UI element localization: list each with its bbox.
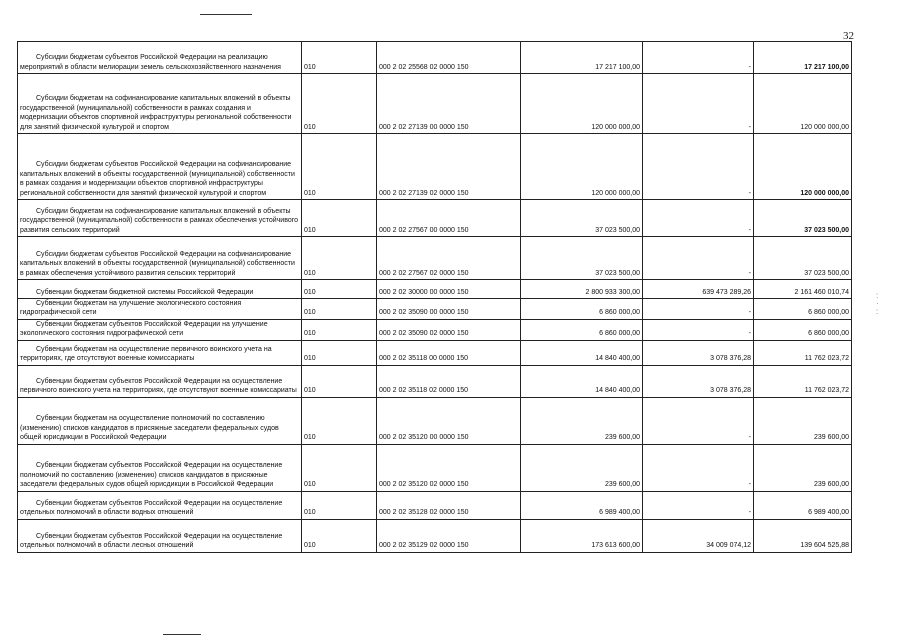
- row-rest-cell: 6 860 000,00: [754, 299, 852, 320]
- row-code-cell: 010: [302, 74, 377, 134]
- row-rest-cell: 37 023 500,00: [754, 237, 852, 280]
- row-executed-cell: -: [643, 444, 754, 491]
- row-plan-cell: 239 600,00: [521, 444, 643, 491]
- row-plan-cell: 239 600,00: [521, 397, 643, 444]
- row-code-cell: 010: [302, 280, 377, 299]
- table-row: [18, 299, 852, 320]
- row-plan-cell: 17 217 100,00: [521, 42, 643, 74]
- table-row: [18, 365, 852, 397]
- table-row: [18, 74, 852, 134]
- row-kbk-cell: 000 2 02 35120 00 0000 150: [377, 397, 521, 444]
- row-kbk-cell: 000 2 02 25568 02 0000 150: [377, 42, 521, 74]
- row-kbk-cell: 000 2 02 27139 02 0000 150: [377, 134, 521, 200]
- bottom-scan-mark: [163, 634, 201, 635]
- row-kbk-cell: 000 2 02 35120 02 0000 150: [377, 444, 521, 491]
- row-rest-cell: 2 161 460 010,74: [754, 280, 852, 299]
- row-code-cell: 010: [302, 340, 377, 365]
- row-name-cell: Субвенции бюджетам на улучшение экологического состояния гидрографической сети: [18, 299, 302, 320]
- row-rest-cell: 6 989 400,00: [754, 491, 852, 519]
- row-name-cell: Субвенции бюджетам субъектов Российской Федерации на улучшение экологического состояния гидрографической сети: [18, 319, 302, 340]
- row-plan-cell: 6 860 000,00: [521, 299, 643, 320]
- table-row: [18, 519, 852, 552]
- row-executed-cell: 34 009 074,12: [643, 519, 754, 552]
- row-name-cell: Субсидии бюджетам субъектов Российской Федерации на реализацию мероприятий в области мелиорации земель сельскохозяйственного назначения: [18, 42, 302, 74]
- row-executed-cell: -: [643, 237, 754, 280]
- row-code-cell: 010: [302, 491, 377, 519]
- row-name-cell: Субсидии бюджетам на софинансирование капитальных вложений в объекты государственной (муниципальной) собственности в рамках создания и модернизации объектов спортивной инфраструктуры региональной собственности для занятий физической культурой и спортом: [18, 74, 302, 134]
- row-name-cell: Субвенции бюджетам субъектов Российской Федерации на осуществление отдельных полномочий в области лесных отношений: [18, 519, 302, 552]
- row-executed-cell: -: [643, 42, 754, 74]
- table-body: [18, 42, 852, 553]
- table-row: [18, 280, 852, 299]
- row-executed-cell: -: [643, 397, 754, 444]
- row-executed-cell: -: [643, 319, 754, 340]
- row-name-cell: Субвенции бюджетам субъектов Российской Федерации на осуществление полномочий по составлению (изменению) списков кандидатов в присяжные заседатели федеральных судов общей юрисдикции в Российской Федерации: [18, 444, 302, 491]
- row-rest-cell: 37 023 500,00: [754, 200, 852, 237]
- row-code-cell: 010: [302, 365, 377, 397]
- row-plan-cell: 120 000 000,00: [521, 134, 643, 200]
- row-code-cell: 010: [302, 200, 377, 237]
- row-plan-cell: 120 000 000,00: [521, 74, 643, 134]
- row-name-cell: Субвенции бюджетам на осуществление полномочий по составлению (изменению) списков кандидатов в присяжные заседатели федеральных судов общей юрисдикции в Российской Федерации: [18, 397, 302, 444]
- row-name-cell: Субвенции бюджетам субъектов Российской Федерации на осуществление первичного воинского учета на территориях, где отсутствуют военные комиссариаты: [18, 365, 302, 397]
- table-row: [18, 491, 852, 519]
- row-code-cell: 010: [302, 319, 377, 340]
- budget-table: [17, 41, 852, 553]
- row-kbk-cell: 000 2 02 27567 00 0000 150: [377, 200, 521, 237]
- page-number: 32: [843, 30, 854, 42]
- row-name-cell: Субвенции бюджетам бюджетной системы Российской Федерации: [18, 280, 302, 299]
- row-plan-cell: 37 023 500,00: [521, 200, 643, 237]
- table-row: [18, 200, 852, 237]
- top-scan-mark: [200, 14, 252, 15]
- row-code-cell: 010: [302, 134, 377, 200]
- row-kbk-cell: 000 2 02 35090 02 0000 150: [377, 319, 521, 340]
- row-name-cell: Субсидии бюджетам на софинансирование капитальных вложений в объекты государственной (муниципальной) собственности в рамках обеспечения устойчивого развития сельских территорий: [18, 200, 302, 237]
- row-kbk-cell: 000 2 02 35128 02 0000 150: [377, 491, 521, 519]
- row-plan-cell: 37 023 500,00: [521, 237, 643, 280]
- row-executed-cell: 639 473 289,26: [643, 280, 754, 299]
- row-code-cell: 010: [302, 444, 377, 491]
- table-row: [18, 444, 852, 491]
- row-plan-cell: 173 613 600,00: [521, 519, 643, 552]
- row-rest-cell: 120 000 000,00: [754, 134, 852, 200]
- row-code-cell: 010: [302, 397, 377, 444]
- row-rest-cell: 11 762 023,72: [754, 340, 852, 365]
- row-executed-cell: 3 078 376,28: [643, 340, 754, 365]
- row-rest-cell: 239 600,00: [754, 444, 852, 491]
- row-rest-cell: 6 860 000,00: [754, 319, 852, 340]
- row-kbk-cell: 000 2 02 35118 02 0000 150: [377, 365, 521, 397]
- row-name-cell: Субсидии бюджетам субъектов Российской Федерации на софинансирование капитальных вложений в объекты государственной (муниципальной) собственности в рамках создания и модернизации объектов спортивной инфраструктуры региональной собственности для занятий физической культурой и спортом: [18, 134, 302, 200]
- row-plan-cell: 14 840 400,00: [521, 365, 643, 397]
- row-rest-cell: 17 217 100,00: [754, 42, 852, 74]
- table-row: [18, 42, 852, 74]
- row-plan-cell: 2 800 933 300,00: [521, 280, 643, 299]
- row-code-cell: 010: [302, 42, 377, 74]
- row-kbk-cell: 000 2 02 35118 00 0000 150: [377, 340, 521, 365]
- margin-specks: : · :: [876, 291, 879, 316]
- table-row: [18, 340, 852, 365]
- row-kbk-cell: 000 2 02 30000 00 0000 150: [377, 280, 521, 299]
- row-rest-cell: 120 000 000,00: [754, 74, 852, 134]
- row-plan-cell: 6 989 400,00: [521, 491, 643, 519]
- row-executed-cell: -: [643, 200, 754, 237]
- row-code-cell: 010: [302, 299, 377, 320]
- row-executed-cell: -: [643, 491, 754, 519]
- row-rest-cell: 239 600,00: [754, 397, 852, 444]
- row-kbk-cell: 000 2 02 35129 02 0000 150: [377, 519, 521, 552]
- row-kbk-cell: 000 2 02 27567 02 0000 150: [377, 237, 521, 280]
- row-executed-cell: 3 078 376,28: [643, 365, 754, 397]
- row-code-cell: 010: [302, 237, 377, 280]
- row-executed-cell: -: [643, 74, 754, 134]
- row-kbk-cell: 000 2 02 35090 00 0000 150: [377, 299, 521, 320]
- row-executed-cell: -: [643, 299, 754, 320]
- row-plan-cell: 14 840 400,00: [521, 340, 643, 365]
- row-kbk-cell: 000 2 02 27139 00 0000 150: [377, 74, 521, 134]
- row-code-cell: 010: [302, 519, 377, 552]
- row-executed-cell: -: [643, 134, 754, 200]
- row-rest-cell: 139 604 525,88: [754, 519, 852, 552]
- row-rest-cell: 11 762 023,72: [754, 365, 852, 397]
- row-name-cell: Субвенции бюджетам на осуществление первичного воинского учета на территориях, где отсутствуют военные комиссариаты: [18, 340, 302, 365]
- table-row: [18, 237, 852, 280]
- row-name-cell: Субвенции бюджетам субъектов Российской Федерации на осуществление отдельных полномочий в области водных отношений: [18, 491, 302, 519]
- row-name-cell: Субсидии бюджетам субъектов Российской Федерации на софинансирование капитальных вложений в объекты государственной (муниципальной) собственности в рамках обеспечения устойчивого развития сельских территорий: [18, 237, 302, 280]
- row-plan-cell: 6 860 000,00: [521, 319, 643, 340]
- table-row: [18, 397, 852, 444]
- table-row: [18, 319, 852, 340]
- table-row: [18, 134, 852, 200]
